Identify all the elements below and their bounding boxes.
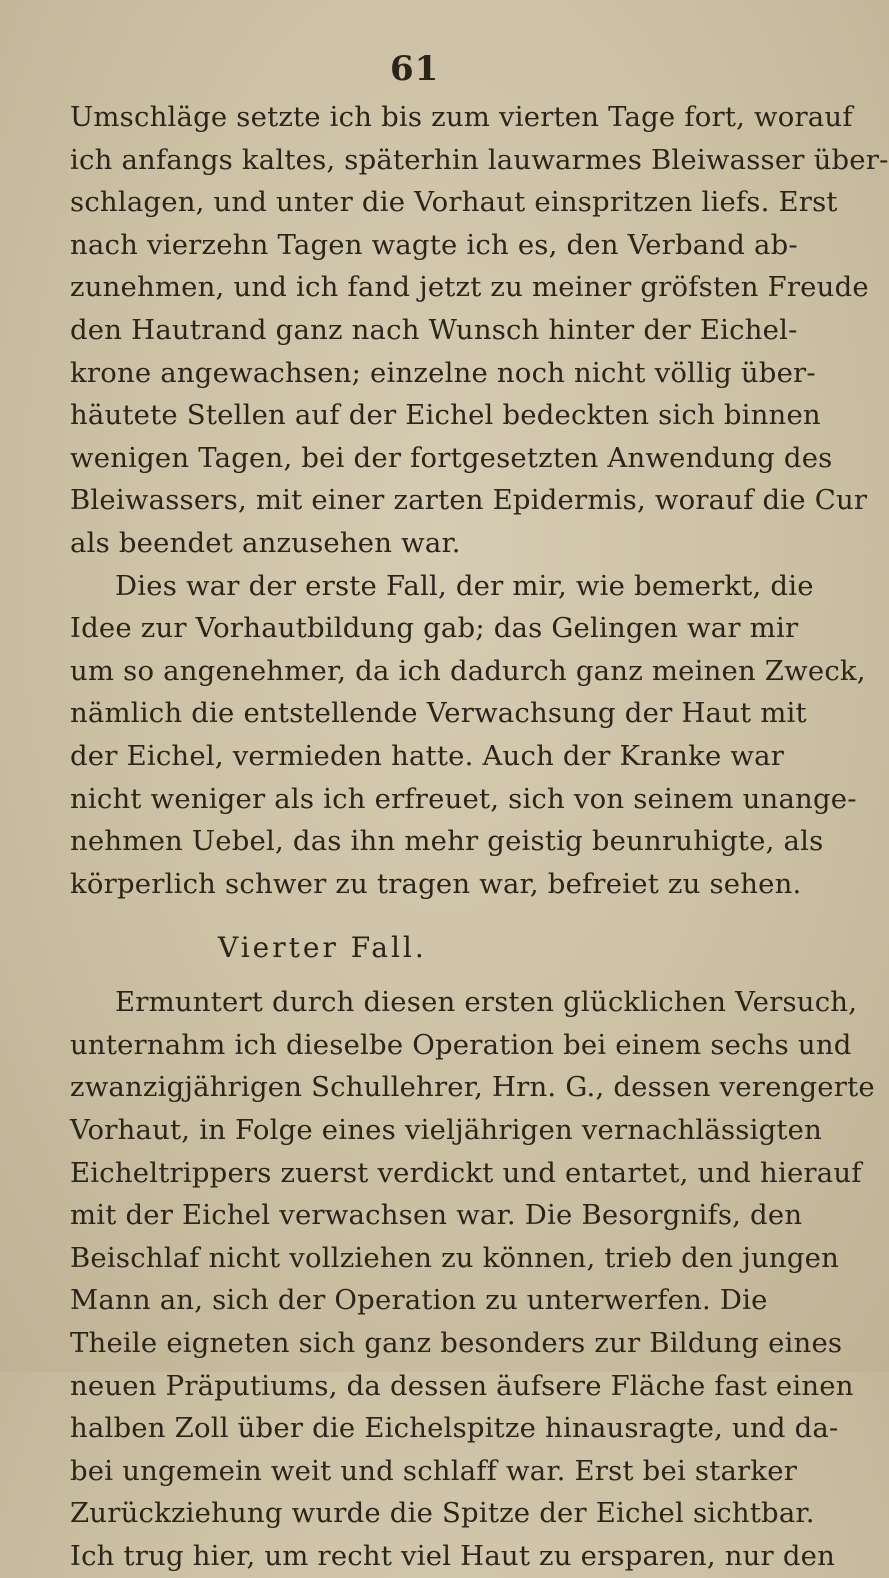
text-line: den Hautrand ganz nach Wunsch hinter der Eichel- — [70, 313, 798, 346]
text-line: körperlich schwer zu tragen war, befreiet zu sehen. — [70, 867, 802, 900]
text-line: nämlich die entstellende Verwachsung der Haut mit — [70, 697, 807, 730]
text-line: Theile eigneten sich ganz besonders zur Bildung eines — [70, 1327, 843, 1360]
text-line: Beischlaf nicht vollziehen zu können, trieb den jungen — [70, 1241, 840, 1274]
text-line: nach vierzehn Tagen wagte ich es, den Verband ab- — [70, 228, 798, 261]
text-line: Zurückziehung wurde die Spitze der Eichel sichtbar. — [70, 1497, 815, 1530]
paragraph-1 — [70, 96, 889, 565]
text-line: Dies war der erste Fall, der mir, wie bemerkt, die — [115, 569, 814, 602]
text-line: Ich trug hier, um recht viel Haut zu ersparen, nur den — [70, 1540, 836, 1572]
body-text — [70, 96, 889, 1578]
text-line: häutete Stellen auf der Eichel bedeckten sich binnen — [70, 399, 821, 432]
text-line: Ermuntert durch diesen ersten glücklichen Versuch, — [115, 986, 858, 1019]
text-line: halben Zoll über die Eichelspitze hinausragte, und da- — [70, 1412, 839, 1445]
text-line: zwanzigjährigen Schullehrer, Hrn. G., dessen verengerte — [70, 1071, 875, 1104]
text-line: neuen Präputiums, da dessen äufsere Fläche fast einen — [70, 1369, 854, 1402]
text-line: Vorhaut, in Folge eines vieljährigen vernachlässigten — [70, 1114, 823, 1147]
text-line: ich anfangs kaltes, späterhin lauwarmes Bleiwasser über- — [70, 143, 889, 176]
paragraph-2 — [70, 565, 866, 906]
text-line: mit der Eichel verwachsen war. Die Besorgnifs, den — [70, 1199, 803, 1232]
text-line: der Eichel, vermieden hatte. Auch der Kranke war — [70, 739, 785, 772]
text-line: Idee zur Vorhautbildung gab; das Gelingen war mir — [70, 612, 799, 645]
text-line: nehmen Uebel, das ihn mehr geistig beunruhigte, als — [70, 825, 824, 858]
text-line: schlagen, und unter die Vorhaut einspritzen liefs. Erst — [70, 186, 838, 219]
page-number: 61 — [390, 49, 440, 89]
text-line: unternahm ich dieselbe Operation bei einem sechs und — [70, 1028, 852, 1061]
text-line: Mann an, sich der Operation zu unterwerfen. Die — [70, 1284, 768, 1317]
text-line: nicht weniger als ich erfreuet, sich von seinem unange- — [70, 782, 857, 815]
text-line: Umschläge setzte ich bis zum vierten Tage fort, worauf — [70, 101, 853, 133]
text-line: wenigen Tagen, bei der fortgesetzten Anwendung des — [70, 441, 833, 474]
text-line: krone angewachsen; einzelne noch nicht völlig über- — [70, 356, 816, 389]
text-line: um so angenehmer, da ich dadurch ganz meinen Zweck, — [70, 654, 866, 687]
text-line: zunehmen, und ich fand jetzt zu meiner gröfsten Freude — [70, 271, 869, 304]
text-line: Bleiwassers, mit einer zarten Epidermis, worauf die Cur — [70, 484, 868, 517]
text-line: als beendet anzusehen war. — [70, 526, 461, 559]
text-line: Eicheltrippers zuerst verdickt und entartet, und hierauf — [70, 1156, 862, 1189]
paragraph-3 — [70, 981, 875, 1577]
section-heading: Vierter Fall. — [218, 931, 427, 965]
text-line: bei ungemein weit und schlaff war. Erst bei starker — [70, 1454, 798, 1487]
